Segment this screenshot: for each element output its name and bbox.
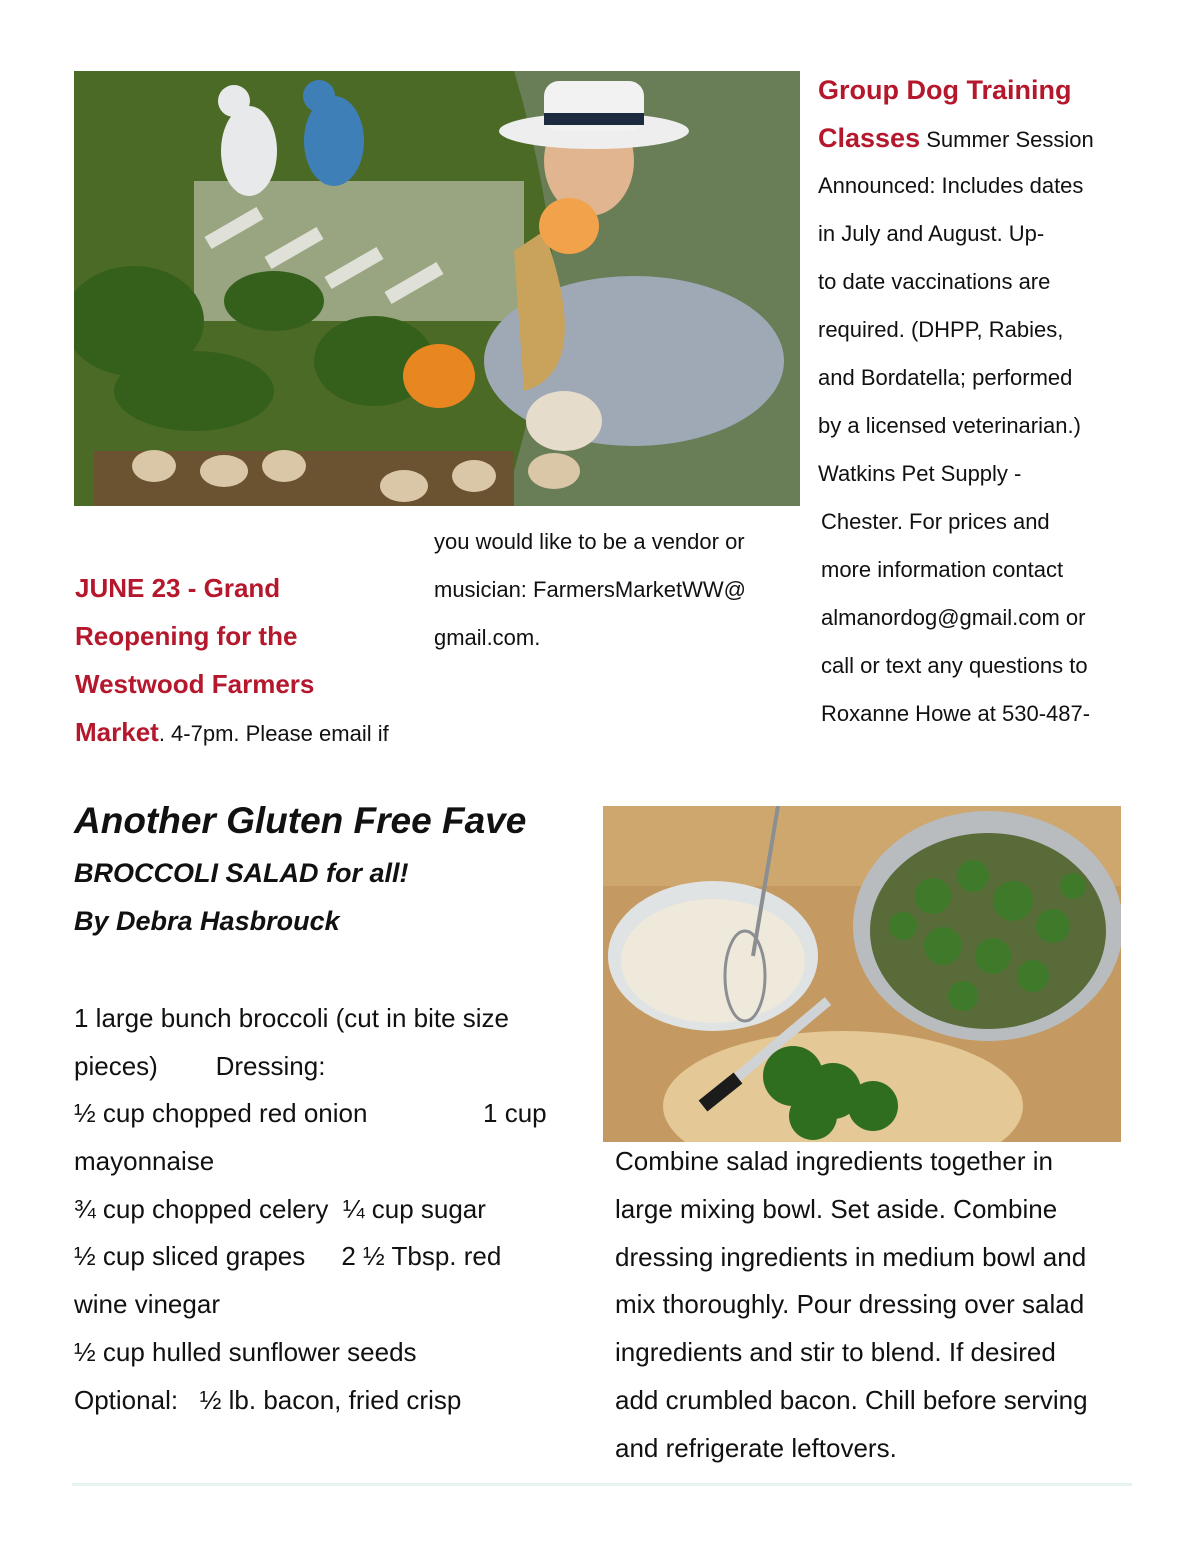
ingredient-line: Optional: ½ lb. bacon, fried crisp xyxy=(74,1384,462,1415)
farmers-market-body xyxy=(434,518,794,662)
recipe-byline: By Debra Hasbrouck xyxy=(74,906,340,936)
ingredient-line: mayonnaise xyxy=(74,1146,215,1177)
broccoli-salad-photo xyxy=(603,806,1121,1142)
dog-training-line-2 xyxy=(818,114,1138,162)
dog-training-text-line: Watkins Pet Supply - xyxy=(818,461,1022,486)
ingredient-line: ½ cup sliced grapes 2 ½ Tbsp. red xyxy=(74,1241,502,1272)
footer-divider xyxy=(72,1483,1132,1486)
farmers-market-heading-line: Market xyxy=(75,717,159,747)
recipe-title: Another Gluten Free Fave xyxy=(74,800,527,841)
ingredient-line: ¾ cup chopped celery ¼ cup sugar xyxy=(74,1193,486,1224)
farmers-market-heading-line: Reopening for the xyxy=(75,621,298,651)
farmers-market-heading-last-line xyxy=(75,708,420,756)
dog-training-title-line1: Group Dog Training xyxy=(818,75,1072,105)
instruction-line: large mixing bowl. Set aside. Combine xyxy=(615,1193,1058,1224)
farmers-market-heading-line: Westwood Farmers xyxy=(75,669,315,699)
instruction-line: dressing ingredients in medium bowl and xyxy=(615,1241,1087,1272)
dog-training-title-line2: Classes xyxy=(818,123,921,153)
ingredient-list xyxy=(74,994,584,1423)
farmers-market-email: musician: FarmersMarketWW@ xyxy=(434,577,747,602)
farmers-market-heading xyxy=(75,564,420,756)
dog-training-text-line: call or text any questions to xyxy=(821,653,1088,678)
dog-training-line2-rest: Summer Session xyxy=(920,127,1094,152)
farmers-market-email-domain: gmail.com. xyxy=(434,625,541,650)
farmers-market-heading-line: JUNE 23 - Grand xyxy=(75,573,281,603)
recipe-instructions xyxy=(615,1137,1145,1472)
dog-training-text-line: Roxanne Howe at 530-487- xyxy=(821,701,1091,726)
recipe-subtitle: BROCCOLI SALAD for all! xyxy=(74,858,409,888)
ingredient-line: wine vinegar xyxy=(74,1289,220,1320)
ingredient-line: 1 large bunch broccoli (cut in bite size xyxy=(74,1003,510,1033)
dog-training-text-line: Announced: Includes dates xyxy=(818,173,1084,198)
ingredient-line: pieces) Dressing: xyxy=(74,1050,326,1081)
dog-training-text-line: Chester. For prices and xyxy=(821,509,1050,534)
ingredient-line: ½ cup hulled sunflower seeds xyxy=(74,1336,417,1367)
dog-training-article xyxy=(818,66,1138,738)
ingredient-line: ½ cup chopped red onion 1 cup xyxy=(74,1098,547,1129)
instruction-line: ingredients and stir to blend. If desired xyxy=(615,1337,1056,1368)
instruction-line: and refrigerate leftovers. xyxy=(615,1432,897,1463)
dog-training-text-line: by a licensed veterinarian.) xyxy=(818,413,1081,438)
instruction-line: add crumbled bacon. Chill before serving xyxy=(615,1384,1088,1415)
dog-training-text-line: more information contact xyxy=(821,557,1064,582)
farmers-market-photo xyxy=(74,71,800,506)
farmers-market-illustration xyxy=(74,71,800,506)
instruction-line: mix thoroughly. Pour dressing over salad xyxy=(615,1289,1085,1320)
dog-training-email: almanordog@gmail.com or xyxy=(821,605,1086,630)
dog-training-text-line: to date vaccinations are xyxy=(818,269,1051,294)
dog-training-text-line: in July and August. Up- xyxy=(818,221,1045,246)
dog-training-text-line: and Bordatella; performed xyxy=(818,365,1073,390)
instruction-line: Combine salad ingredients together in xyxy=(615,1146,1053,1176)
farmers-market-time: . 4-7pm. Please email if xyxy=(158,721,389,746)
dog-training-text-line: required. (DHPP, Rabies, xyxy=(818,317,1064,342)
broccoli-salad-illustration xyxy=(603,806,1121,1142)
farmers-market-text-line: you would like to be a vendor or xyxy=(434,529,745,554)
